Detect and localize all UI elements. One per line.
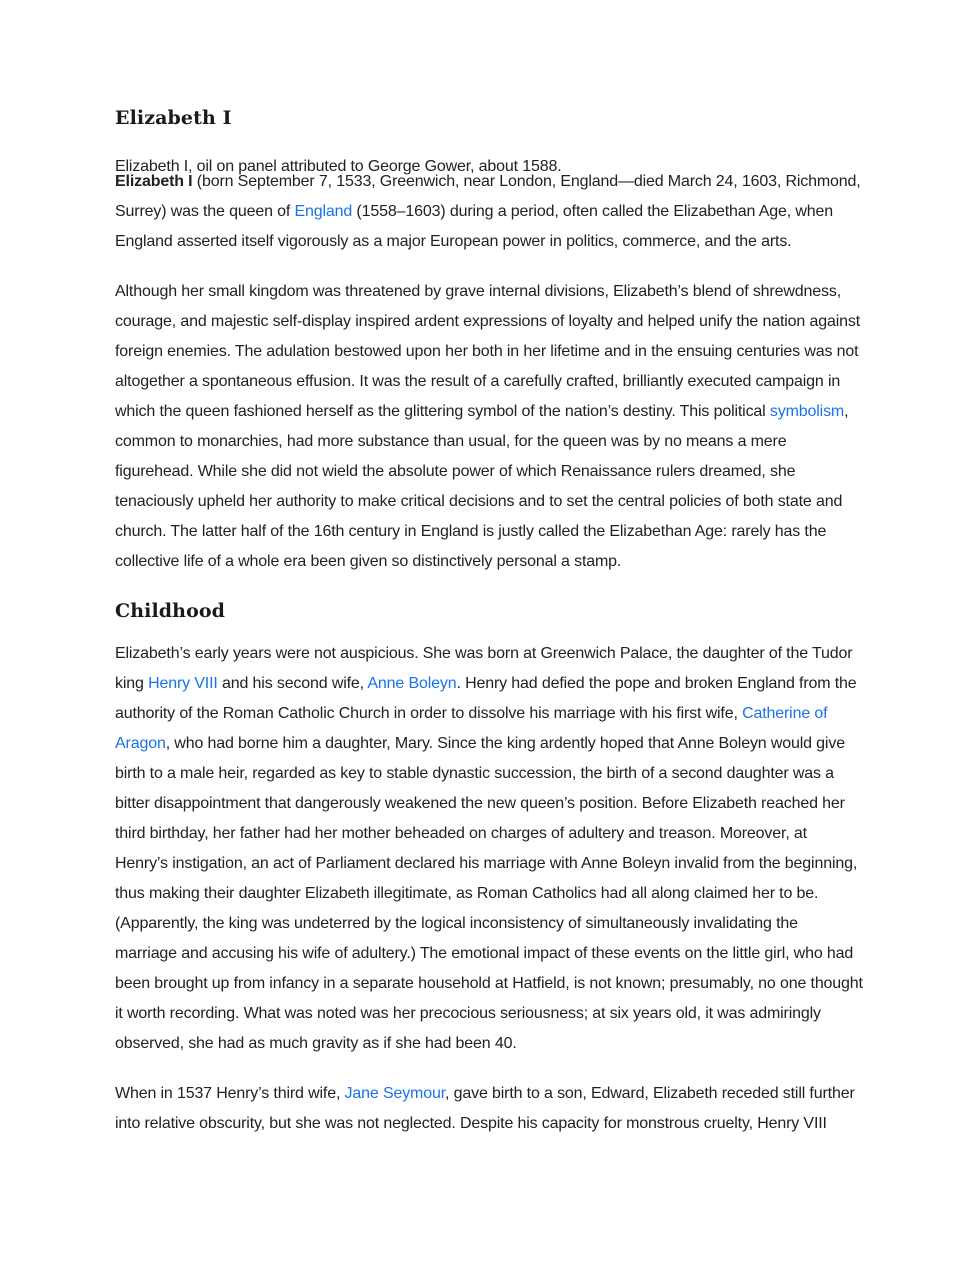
- text-run: Elizabeth I, oil on panel attributed to George Gower, about 1588.: [115, 158, 562, 175]
- link-henry-viii[interactable]: Henry VIII: [148, 675, 218, 692]
- intro-paragraph: [115, 167, 863, 257]
- link-england[interactable]: England: [294, 203, 353, 220]
- text-run: , gave birth to a son, Edward, Elizabeth receded still further into relative obscurity, but she was not neglected. Despite his capacity for monstrous cruelty, Henry VIII: [115, 1085, 855, 1132]
- article: [115, 106, 863, 1139]
- text-run: , common to monarchies, had more substance than usual, for the queen was by no means a mere figurehead. While she did not wield the absolute power of which Renaissance rulers dreamed, she tenaciously upheld her authority to make critical decisions and to set the central policies of both state and church. The latter half of the 16th century in England is justly called the Elizabethan Age: rarely has the collective life of a whole era been given so distinctively personal a stamp.: [115, 403, 849, 570]
- overview-paragraph: [115, 277, 863, 577]
- childhood-paragraph-2: [115, 1079, 863, 1139]
- text-run: (born September 7, 1533, Greenwich, near London, England—died March 24, 1603, Richmond, Surrey) was the queen of: [115, 173, 861, 220]
- text-run: . Henry had defied the pope and broken England from the authority of the Roman Catholic Church in order to dissolve his marriage with his first wife,: [115, 675, 857, 722]
- childhood-paragraph-1: [115, 639, 863, 1059]
- article-body: [115, 156, 863, 1139]
- link-symbolism[interactable]: symbolism: [769, 403, 845, 420]
- text-run: When in 1537 Henry’s third wife,: [115, 1085, 345, 1102]
- text-run: Although her small kingdom was threatened by grave internal divisions, Elizabeth’s blend of shrewdness, courage, and majestic self-display inspired ardent expressions of loyalty and helped unify the nation against foreign enemies. The adulation bestowed upon her both in her lifetime and in the ensuing centuries was not altogether a spontaneous effusion. It was the result of a carefully crafted, brilliantly executed campaign in which the queen fashioned herself as the glittering symbol of the nation’s destiny. This political: [115, 283, 860, 420]
- link-catherine-of-aragon[interactable]: Catherine of Aragon: [115, 705, 828, 752]
- link-jane-seymour[interactable]: Jane Seymour: [344, 1085, 446, 1102]
- page-title: Elizabeth I: [115, 107, 232, 129]
- link-anne-boleyn[interactable]: Anne Boleyn: [367, 675, 457, 692]
- text-run: Elizabeth’s early years were not auspicious. She was born at Greenwich Palace, the daughter of the Tudor king: [115, 645, 853, 692]
- text-run: and his second wife,: [217, 675, 368, 692]
- bold-text-run: Elizabeth I: [115, 173, 193, 190]
- text-run: (1558–1603) during a period, often called the Elizabethan Age, when England asserted itself vigorously as a major European power in politics, commerce, and the arts.: [115, 203, 833, 250]
- text-run: , who had borne him a daughter, Mary. Since the king ardently hoped that Anne Boleyn would give birth to a male heir, regarded as key to stable dynastic succession, the birth of a second daughter was a bitter disappointment that dangerously weakened the new queen’s position. Before Elizabeth reached her third birthday, her father had her mother beheaded on charges of adultery and treason. Moreover, at Henry’s instigation, an act of Parliament declared his marriage with Anne Boleyn invalid from the beginning, thus making their daughter Elizabeth illegitimate, as Roman Catholics had all along claimed her to be. (Apparently, the king was undeterred by the logical inconsistency of simultaneously invalidating the marriage and accusing his wife of adultery.) The emotional impact of these events on the little girl, who had been brought up from infancy in a separate household at Hatfield, is not known; presumably, no one thought it worth recording. What was noted was her precocious seriousness; at six years old, it was admiringly observed, she had as much gravity as if she had been 40.: [115, 735, 863, 1052]
- section-heading-childhood: Childhood: [115, 600, 226, 622]
